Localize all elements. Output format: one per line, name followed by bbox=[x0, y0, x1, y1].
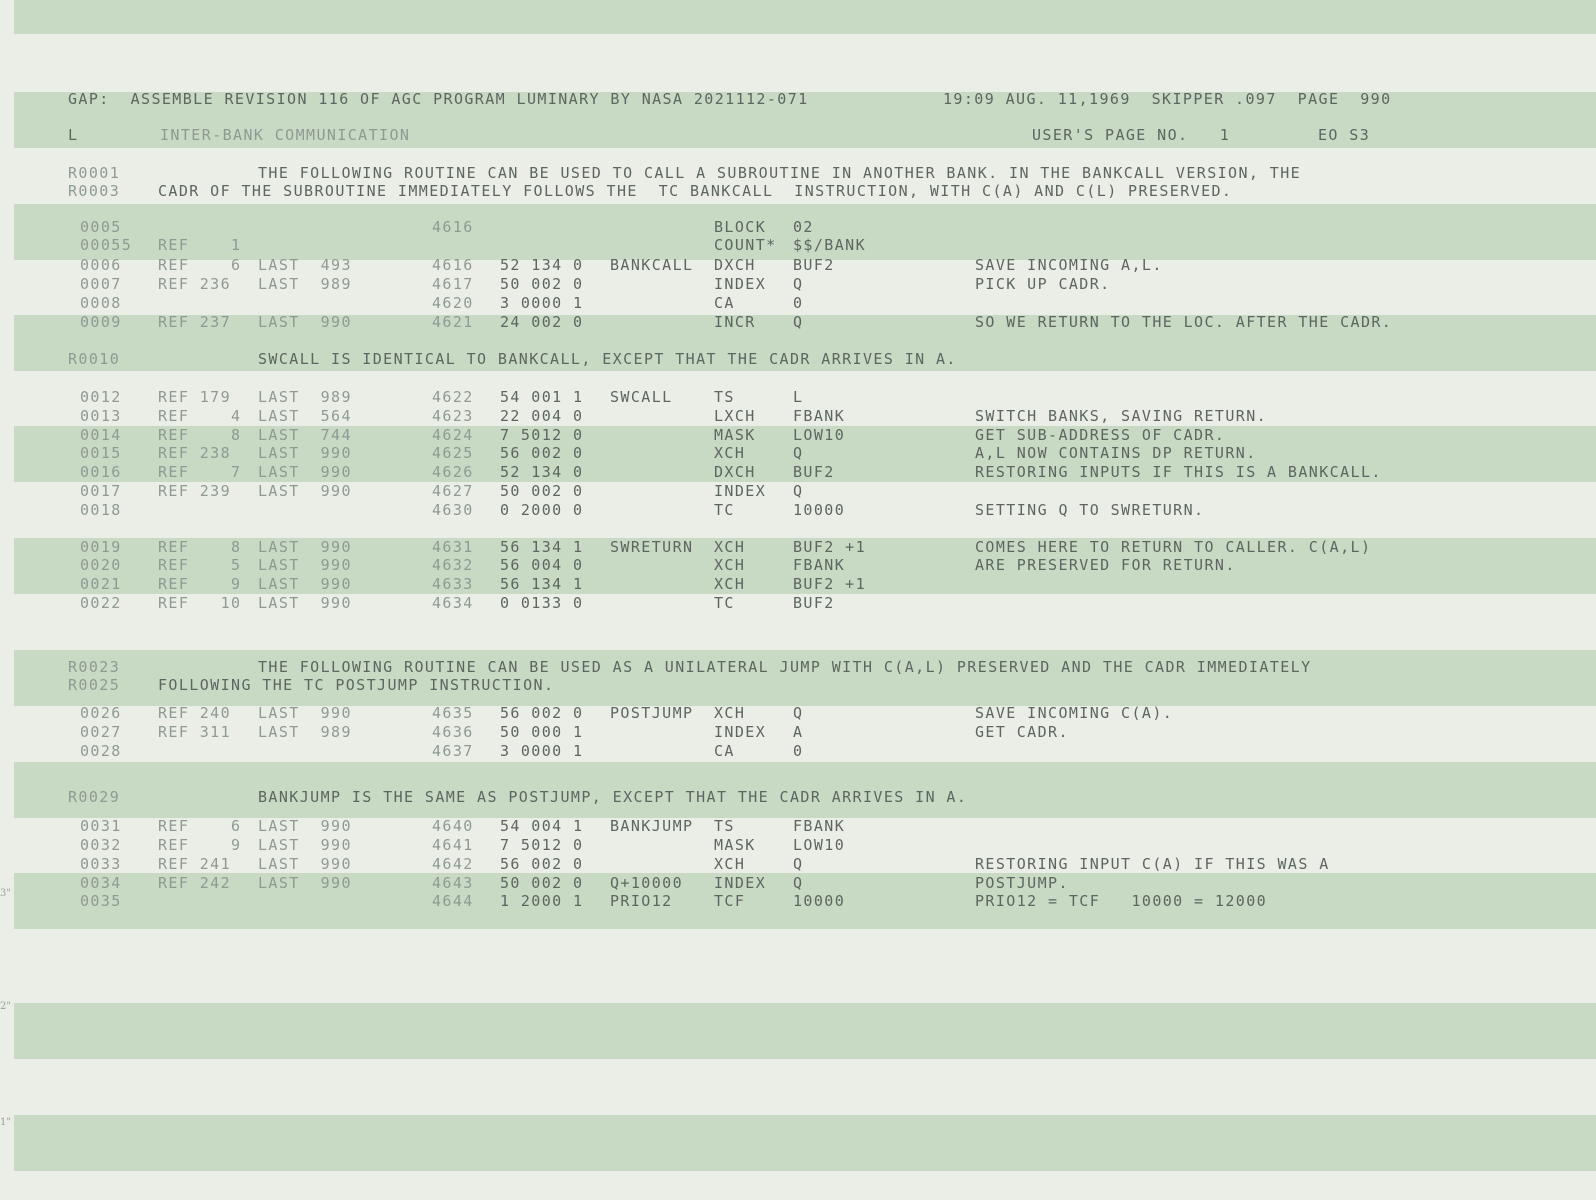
opcode: DXCH bbox=[714, 256, 756, 274]
operand: BUF2 +1 bbox=[793, 538, 867, 556]
opcode: LXCH bbox=[714, 407, 756, 425]
address: 4630 bbox=[432, 501, 474, 519]
machine-code: 56 134 1 bbox=[500, 538, 584, 556]
operand: 0 bbox=[793, 294, 804, 312]
operand: Q bbox=[793, 704, 804, 722]
operand: $$/BANK bbox=[793, 236, 867, 254]
machine-code: 7 5012 0 bbox=[500, 426, 584, 444]
last-field: LAST 990 bbox=[258, 836, 352, 854]
last-field: LAST 990 bbox=[258, 482, 352, 500]
last-field: LAST 989 bbox=[258, 275, 352, 293]
machine-code: 54 004 1 bbox=[500, 817, 584, 835]
address: 4622 bbox=[432, 388, 474, 406]
label: SWCALL bbox=[610, 388, 673, 406]
address: 4626 bbox=[432, 463, 474, 481]
operand: A bbox=[793, 723, 804, 741]
line-number: 0005 bbox=[80, 218, 122, 236]
label: POSTJUMP bbox=[610, 704, 694, 722]
label: BANKCALL bbox=[610, 256, 694, 274]
line-number: 0031 bbox=[80, 817, 122, 835]
machine-code: 52 134 0 bbox=[500, 256, 584, 274]
line-number: 0016 bbox=[80, 463, 122, 481]
eo-tag: EO S3 bbox=[1318, 126, 1371, 144]
opcode: MASK bbox=[714, 426, 756, 444]
opcode: TC bbox=[714, 594, 735, 612]
last-field: LAST 990 bbox=[258, 575, 352, 593]
label: PRIO12 bbox=[610, 892, 673, 910]
machine-code: 50 000 1 bbox=[500, 723, 584, 741]
last-field: LAST 744 bbox=[258, 426, 352, 444]
operand: FBANK bbox=[793, 407, 846, 425]
line-number: 0008 bbox=[80, 294, 122, 312]
comment: PRIO12 = TCF 10000 = 12000 bbox=[975, 892, 1268, 910]
ref-field: REF 241 bbox=[158, 855, 232, 873]
comment-id: R0003 bbox=[68, 182, 121, 200]
line-number: 0027 bbox=[80, 723, 122, 741]
operand: 10000 bbox=[793, 501, 846, 519]
machine-code: 7 5012 0 bbox=[500, 836, 584, 854]
last-field: LAST 990 bbox=[258, 817, 352, 835]
line-number: 0015 bbox=[80, 444, 122, 462]
ref-field: REF 179 bbox=[158, 388, 232, 406]
comment: GET SUB-ADDRESS OF CADR. bbox=[975, 426, 1226, 444]
ref-field: REF 237 bbox=[158, 313, 232, 331]
opcode: INDEX bbox=[714, 874, 767, 892]
last-field: LAST 990 bbox=[258, 313, 352, 331]
opcode: CA bbox=[714, 294, 735, 312]
comment: SETTING Q TO SWRETURN. bbox=[975, 501, 1205, 519]
address: 4636 bbox=[432, 723, 474, 741]
comment-id: R0029 bbox=[68, 788, 121, 806]
operand: Q bbox=[793, 874, 804, 892]
ref-field: REF 8 bbox=[158, 426, 242, 444]
address: 4616 bbox=[432, 256, 474, 274]
line-number: 0018 bbox=[80, 501, 122, 519]
comment-id: R0001 bbox=[68, 164, 121, 182]
ref-field: REF 6 bbox=[158, 817, 242, 835]
address: 4623 bbox=[432, 407, 474, 425]
address: 4624 bbox=[432, 426, 474, 444]
section-type: L bbox=[68, 126, 79, 144]
address: 4625 bbox=[432, 444, 474, 462]
address: 4634 bbox=[432, 594, 474, 612]
header-title: GAP: ASSEMBLE REVISION 116 OF AGC PROGRAM LUMINARY BY NASA 2021112-071 bbox=[68, 90, 809, 108]
address: 4621 bbox=[432, 313, 474, 331]
opcode: MASK bbox=[714, 836, 756, 854]
machine-code: 24 002 0 bbox=[500, 313, 584, 331]
operand: FBANK bbox=[793, 556, 846, 574]
machine-code: 50 002 0 bbox=[500, 275, 584, 293]
comment: SWITCH BANKS, SAVING RETURN. bbox=[975, 407, 1268, 425]
comment: RESTORING INPUT C(A) IF THIS WAS A bbox=[975, 855, 1330, 873]
machine-code: 50 002 0 bbox=[500, 874, 584, 892]
ref-field: REF 4 bbox=[158, 407, 242, 425]
line-number: 0014 bbox=[80, 426, 122, 444]
ref-field: REF 5 bbox=[158, 556, 242, 574]
last-field: LAST 989 bbox=[258, 723, 352, 741]
ref-field: REF 240 bbox=[158, 704, 232, 722]
operand: Q bbox=[793, 482, 804, 500]
machine-code: 50 002 0 bbox=[500, 482, 584, 500]
opcode: INDEX bbox=[714, 723, 767, 741]
operand: BUF2 bbox=[793, 256, 835, 274]
opcode: XCH bbox=[714, 444, 746, 462]
opcode: XCH bbox=[714, 704, 746, 722]
comment: SO WE RETURN TO THE LOC. AFTER THE CADR. bbox=[975, 313, 1393, 331]
last-field: LAST 990 bbox=[258, 855, 352, 873]
address: 4640 bbox=[432, 817, 474, 835]
comment-id: R0010 bbox=[68, 350, 121, 368]
line-number: 0017 bbox=[80, 482, 122, 500]
line-number: 0033 bbox=[80, 855, 122, 873]
operand: 0 bbox=[793, 742, 804, 760]
margin-mark: 3" bbox=[0, 888, 11, 899]
address: 4632 bbox=[432, 556, 474, 574]
address: 4635 bbox=[432, 704, 474, 722]
machine-code: 3 0000 1 bbox=[500, 294, 584, 312]
comment-text: FOLLOWING THE TC POSTJUMP INSTRUCTION. bbox=[158, 676, 555, 694]
comment: A,L NOW CONTAINS DP RETURN. bbox=[975, 444, 1257, 462]
comment: GET CADR. bbox=[975, 723, 1069, 741]
line-number: 0006 bbox=[80, 256, 122, 274]
opcode: BLOCK bbox=[714, 218, 767, 236]
opcode: TS bbox=[714, 388, 735, 406]
comment-id: R0025 bbox=[68, 676, 121, 694]
label: BANKJUMP bbox=[610, 817, 694, 835]
comment: RESTORING INPUTS IF THIS IS A BANKCALL. bbox=[975, 463, 1382, 481]
line-number: 0009 bbox=[80, 313, 122, 331]
operand: BUF2 bbox=[793, 594, 835, 612]
line-number: 0022 bbox=[80, 594, 122, 612]
ref-field: REF 10 bbox=[158, 594, 242, 612]
ref-field: REF 6 bbox=[158, 256, 242, 274]
address: 4644 bbox=[432, 892, 474, 910]
opcode: COUNT* bbox=[714, 236, 777, 254]
machine-code: 56 002 0 bbox=[500, 704, 584, 722]
address: 4620 bbox=[432, 294, 474, 312]
last-field: LAST 990 bbox=[258, 874, 352, 892]
line-number: 0013 bbox=[80, 407, 122, 425]
last-field: LAST 990 bbox=[258, 444, 352, 462]
opcode: CA bbox=[714, 742, 735, 760]
opcode: XCH bbox=[714, 556, 746, 574]
line-number: 0021 bbox=[80, 575, 122, 593]
machine-code: 56 134 1 bbox=[500, 575, 584, 593]
ref-field: REF 311 bbox=[158, 723, 232, 741]
ref-field: REF 242 bbox=[158, 874, 232, 892]
line-number: 0007 bbox=[80, 275, 122, 293]
opcode: INCR bbox=[714, 313, 756, 331]
address: 4631 bbox=[432, 538, 474, 556]
address: 4617 bbox=[432, 275, 474, 293]
operand: Q bbox=[793, 275, 804, 293]
last-field: LAST 990 bbox=[258, 463, 352, 481]
comment: ARE PRESERVED FOR RETURN. bbox=[975, 556, 1236, 574]
operand: BUF2 bbox=[793, 463, 835, 481]
operand: BUF2 +1 bbox=[793, 575, 867, 593]
opcode: XCH bbox=[714, 538, 746, 556]
operand: Q bbox=[793, 855, 804, 873]
operand: Q bbox=[793, 444, 804, 462]
machine-code: 54 001 1 bbox=[500, 388, 584, 406]
operand: 10000 bbox=[793, 892, 846, 910]
machine-code: 3 0000 1 bbox=[500, 742, 584, 760]
paper-band bbox=[14, 0, 1596, 34]
operand: LOW10 bbox=[793, 836, 846, 854]
operand: 02 bbox=[793, 218, 814, 236]
ref-field: REF 9 bbox=[158, 836, 242, 854]
address: 4643 bbox=[432, 874, 474, 892]
comment: SAVE INCOMING C(A). bbox=[975, 704, 1174, 722]
address: 4616 bbox=[432, 218, 474, 236]
opcode: INDEX bbox=[714, 275, 767, 293]
ref-field: REF 8 bbox=[158, 538, 242, 556]
label: Q+10000 bbox=[610, 874, 684, 892]
header-timestamp: 19:09 AUG. 11,1969 SKIPPER .097 PAGE 990 bbox=[943, 90, 1392, 108]
opcode: TS bbox=[714, 817, 735, 835]
opcode: TCF bbox=[714, 892, 746, 910]
machine-code: 56 002 0 bbox=[500, 444, 584, 462]
line-number: 0032 bbox=[80, 836, 122, 854]
last-field: LAST 990 bbox=[258, 538, 352, 556]
comment: PICK UP CADR. bbox=[975, 275, 1111, 293]
paper-band bbox=[14, 1115, 1596, 1171]
address: 4642 bbox=[432, 855, 474, 873]
machine-code: 22 004 0 bbox=[500, 407, 584, 425]
margin-mark: 1" bbox=[0, 1117, 11, 1128]
comment-text: THE FOLLOWING ROUTINE CAN BE USED TO CALL A SUBROUTINE IN ANOTHER BANK. IN THE BANKCALL VERSION, THE bbox=[258, 164, 1302, 182]
line-number: 00055 bbox=[80, 236, 133, 254]
comment-text: CADR OF THE SUBROUTINE IMMEDIATELY FOLLOWS THE TC BANKCALL INSTRUCTION, WITH C(A) AND C(L) PRESERVED. bbox=[158, 182, 1233, 200]
operand: Q bbox=[793, 313, 804, 331]
machine-code: 0 0133 0 bbox=[500, 594, 584, 612]
line-number: 0019 bbox=[80, 538, 122, 556]
machine-code: 52 134 0 bbox=[500, 463, 584, 481]
machine-code: 56 002 0 bbox=[500, 855, 584, 873]
comment: COMES HERE TO RETURN TO CALLER. C(A,L) bbox=[975, 538, 1372, 556]
operand: LOW10 bbox=[793, 426, 846, 444]
ref-field: REF 238 bbox=[158, 444, 232, 462]
last-field: LAST 564 bbox=[258, 407, 352, 425]
line-number: 0020 bbox=[80, 556, 122, 574]
opcode: TC bbox=[714, 501, 735, 519]
last-field: LAST 493 bbox=[258, 256, 352, 274]
opcode: XCH bbox=[714, 575, 746, 593]
ref-field: REF 1 bbox=[158, 236, 242, 254]
user-page-number: USER'S PAGE NO. 1 bbox=[1032, 126, 1231, 144]
operand: FBANK bbox=[793, 817, 846, 835]
address: 4637 bbox=[432, 742, 474, 760]
comment: SAVE INCOMING A,L. bbox=[975, 256, 1163, 274]
last-field: LAST 990 bbox=[258, 704, 352, 722]
ref-field: REF 7 bbox=[158, 463, 242, 481]
opcode: XCH bbox=[714, 855, 746, 873]
machine-code: 56 004 0 bbox=[500, 556, 584, 574]
address: 4627 bbox=[432, 482, 474, 500]
address: 4633 bbox=[432, 575, 474, 593]
last-field: LAST 989 bbox=[258, 388, 352, 406]
opcode: DXCH bbox=[714, 463, 756, 481]
last-field: LAST 990 bbox=[258, 556, 352, 574]
operand: L bbox=[793, 388, 804, 406]
margin-mark: 2" bbox=[0, 1001, 11, 1012]
ref-field: REF 9 bbox=[158, 575, 242, 593]
comment: POSTJUMP. bbox=[975, 874, 1069, 892]
paper-band bbox=[14, 1003, 1596, 1059]
section-title: INTER-BANK COMMUNICATION bbox=[160, 126, 411, 144]
label: SWRETURN bbox=[610, 538, 694, 556]
line-number: 0012 bbox=[80, 388, 122, 406]
line-number: 0028 bbox=[80, 742, 122, 760]
opcode: INDEX bbox=[714, 482, 767, 500]
line-number: 0026 bbox=[80, 704, 122, 722]
ref-field: REF 239 bbox=[158, 482, 232, 500]
machine-code: 1 2000 1 bbox=[500, 892, 584, 910]
ref-field: REF 236 bbox=[158, 275, 232, 293]
comment-text: BANKJUMP IS THE SAME AS POSTJUMP, EXCEPT THAT THE CADR ARRIVES IN A. bbox=[258, 788, 968, 806]
line-number: 0034 bbox=[80, 874, 122, 892]
comment-id: R0023 bbox=[68, 658, 121, 676]
comment-text: SWCALL IS IDENTICAL TO BANKCALL, EXCEPT THAT THE CADR ARRIVES IN A. bbox=[258, 350, 957, 368]
address: 4641 bbox=[432, 836, 474, 854]
machine-code: 0 2000 0 bbox=[500, 501, 584, 519]
last-field: LAST 990 bbox=[258, 594, 352, 612]
line-number: 0035 bbox=[80, 892, 122, 910]
comment-text: THE FOLLOWING ROUTINE CAN BE USED AS A UNILATERAL JUMP WITH C(A,L) PRESERVED AND THE CADR IMMEDIATELY bbox=[258, 658, 1312, 676]
